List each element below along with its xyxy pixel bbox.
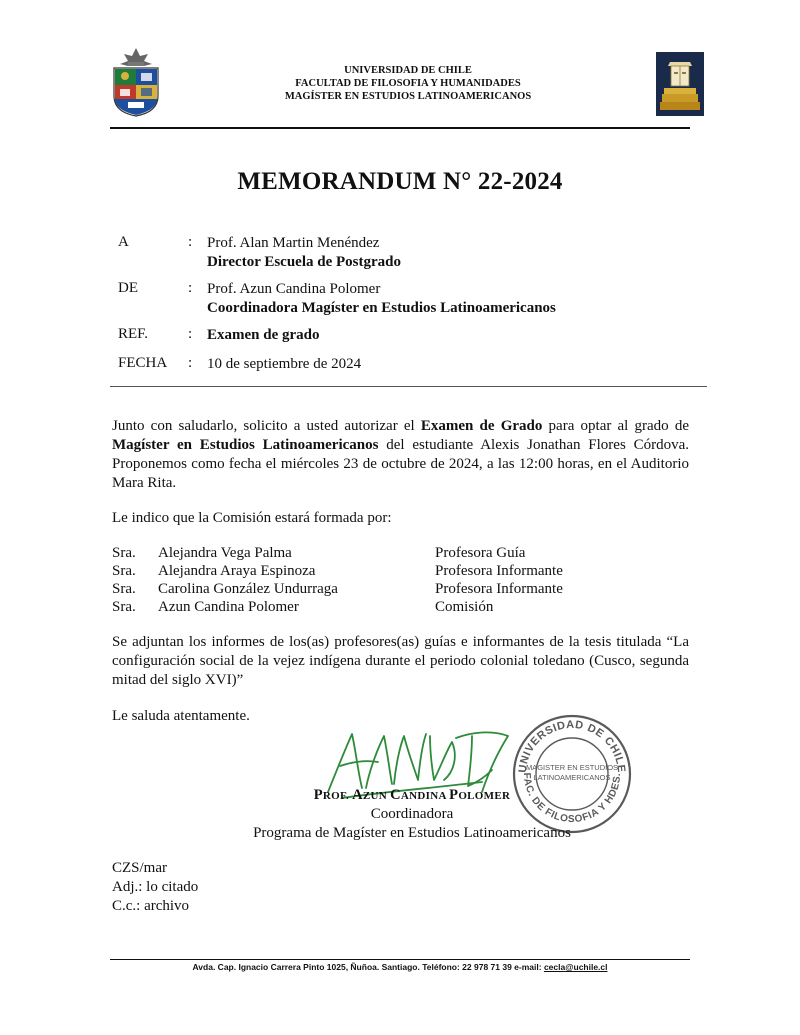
- p1-degree-bold: Magíster en Estudios Latinoamericanos: [112, 437, 379, 453]
- ref-attachments: Adj.: lo citado: [112, 879, 199, 895]
- p1-exam-bold: Examen de Grado: [420, 418, 543, 434]
- sig-name-part: P: [313, 787, 323, 803]
- field-a-colon: :: [188, 234, 193, 250]
- commission-title: Sra.: [112, 545, 136, 561]
- field-de-colon: :: [188, 280, 193, 296]
- field-de-value: [207, 280, 556, 318]
- commission-name: Azun Candina Polomer: [158, 599, 299, 615]
- commission-list: [112, 544, 592, 616]
- footer-email-link[interactable]: cecla@uchile.cl: [543, 962, 608, 972]
- p1-text-c: para optar al grado de: [542, 418, 689, 434]
- stamp-inner-line-1: MAGISTER EN ESTUDIOS: [525, 763, 619, 772]
- commission-role: Profesora Informante: [435, 563, 563, 579]
- footer-address-text: Avda. Cap. Ignacio Carrera Pinto 1025, Ñuñoa. Santiago. Teléfono: 22 978 71 39 e-mail:: [192, 962, 544, 972]
- university-crest-logo: [110, 46, 162, 118]
- signatory-program: Programa de Magíster en Estudios Latinoamericanos: [253, 825, 571, 841]
- faculty-logo: [656, 52, 704, 116]
- recipient-role: Director Escuela de Postgrado: [207, 254, 401, 270]
- commission-role: Profesora Guía: [435, 545, 526, 561]
- commission-name: Alejandra Araya Espinoza: [158, 563, 316, 579]
- field-ref-label: REF.: [118, 326, 149, 342]
- stamp-top-text: UNIVERSIDAD DE CHILE: [516, 718, 628, 774]
- commission-title: Sra.: [112, 581, 136, 597]
- sig-name-part: C: [390, 787, 401, 803]
- body-paragraph-commission-intro: Le indico que la Comisión estará formada por:: [112, 510, 392, 526]
- stamp-inner-line-2: LATINOAMERICANOS: [533, 773, 611, 782]
- footer-divider: [110, 959, 690, 960]
- memo-title: MEMORANDUM N° 22-2024: [237, 168, 563, 195]
- sender-role: Coordinadora Magíster en Estudios Latinoamericanos: [207, 300, 556, 316]
- field-a-value: [207, 234, 401, 272]
- header-divider: [110, 127, 690, 129]
- field-a-label: A: [118, 234, 129, 250]
- header-university: UNIVERSIDAD DE CHILE: [344, 65, 472, 76]
- commission-title: Sra.: [112, 599, 136, 615]
- sender-name: Prof. Azun Candina Polomer: [207, 281, 381, 297]
- field-ref-value: Examen de grado: [207, 327, 320, 343]
- sig-name-part: ANDINA: [400, 790, 450, 802]
- field-fecha-label: FECHA: [118, 355, 168, 371]
- field-ref-colon: :: [188, 326, 193, 342]
- body-paragraph-request: [112, 417, 689, 493]
- commission-row: [112, 544, 592, 562]
- commission-name: Alejandra Vega Palma: [158, 545, 292, 561]
- commission-row: [112, 580, 592, 598]
- commission-row: [112, 562, 592, 580]
- body-paragraph-thesis: Se adjuntan los informes de los(as) profesores(as) guías e informantes de la tesis titulada “La configuración social de la vejez indígena durante el periodo colonial toledano (Cusco, segunda mitad del siglo XVI)”: [112, 634, 689, 688]
- p1-text-a: Junto con saludarlo, solicito a usted autorizar el: [112, 418, 421, 434]
- sig-name-part: A: [352, 787, 363, 803]
- field-fecha-colon: :: [188, 355, 193, 371]
- body-paragraph-closing: Le saluda atentamente.: [112, 708, 250, 724]
- sig-name-part: ROF.: [322, 790, 353, 802]
- fields-divider: [110, 386, 707, 387]
- signatory-role: Coordinadora: [370, 806, 454, 822]
- recipient-name: Prof. Alan Martin Menéndez: [207, 235, 380, 251]
- footer-address: [110, 962, 690, 972]
- sig-name-part: P: [449, 787, 459, 803]
- ref-initials: CZS/mar: [112, 860, 167, 876]
- field-fecha-value: 10 de septiembre de 2024: [207, 356, 362, 372]
- sig-name-part: ZUN: [362, 790, 391, 802]
- commission-title: Sra.: [112, 563, 136, 579]
- commission-role: Comisión: [435, 599, 494, 615]
- ref-copies: C.c.: archivo: [112, 898, 190, 914]
- commission-row: [112, 598, 592, 616]
- stamp-bottom-text: FAC. DE FILOSOFIA Y HDES.: [520, 772, 624, 826]
- sig-name-part: OLOMER: [458, 790, 511, 802]
- field-de-label: DE: [118, 280, 138, 296]
- header-faculty: FACULTAD DE FILOSOFIA Y HUMANIDADES: [295, 78, 521, 89]
- commission-name: Carolina González Undurraga: [158, 581, 338, 597]
- commission-role: Profesora Informante: [435, 581, 563, 597]
- header-program: MAGÍSTER EN ESTUDIOS LATINOAMERICANOS: [284, 91, 532, 102]
- signatory-name: [232, 787, 592, 804]
- p1-text-e: del estudiante Alexis Jonathan Flores Córdova. Proponemos como fecha el miércoles 23 de octubre de 2024, a las 12:00 horas, en el Auditorio Mara Rita.: [112, 437, 689, 491]
- institution-header: [170, 64, 646, 103]
